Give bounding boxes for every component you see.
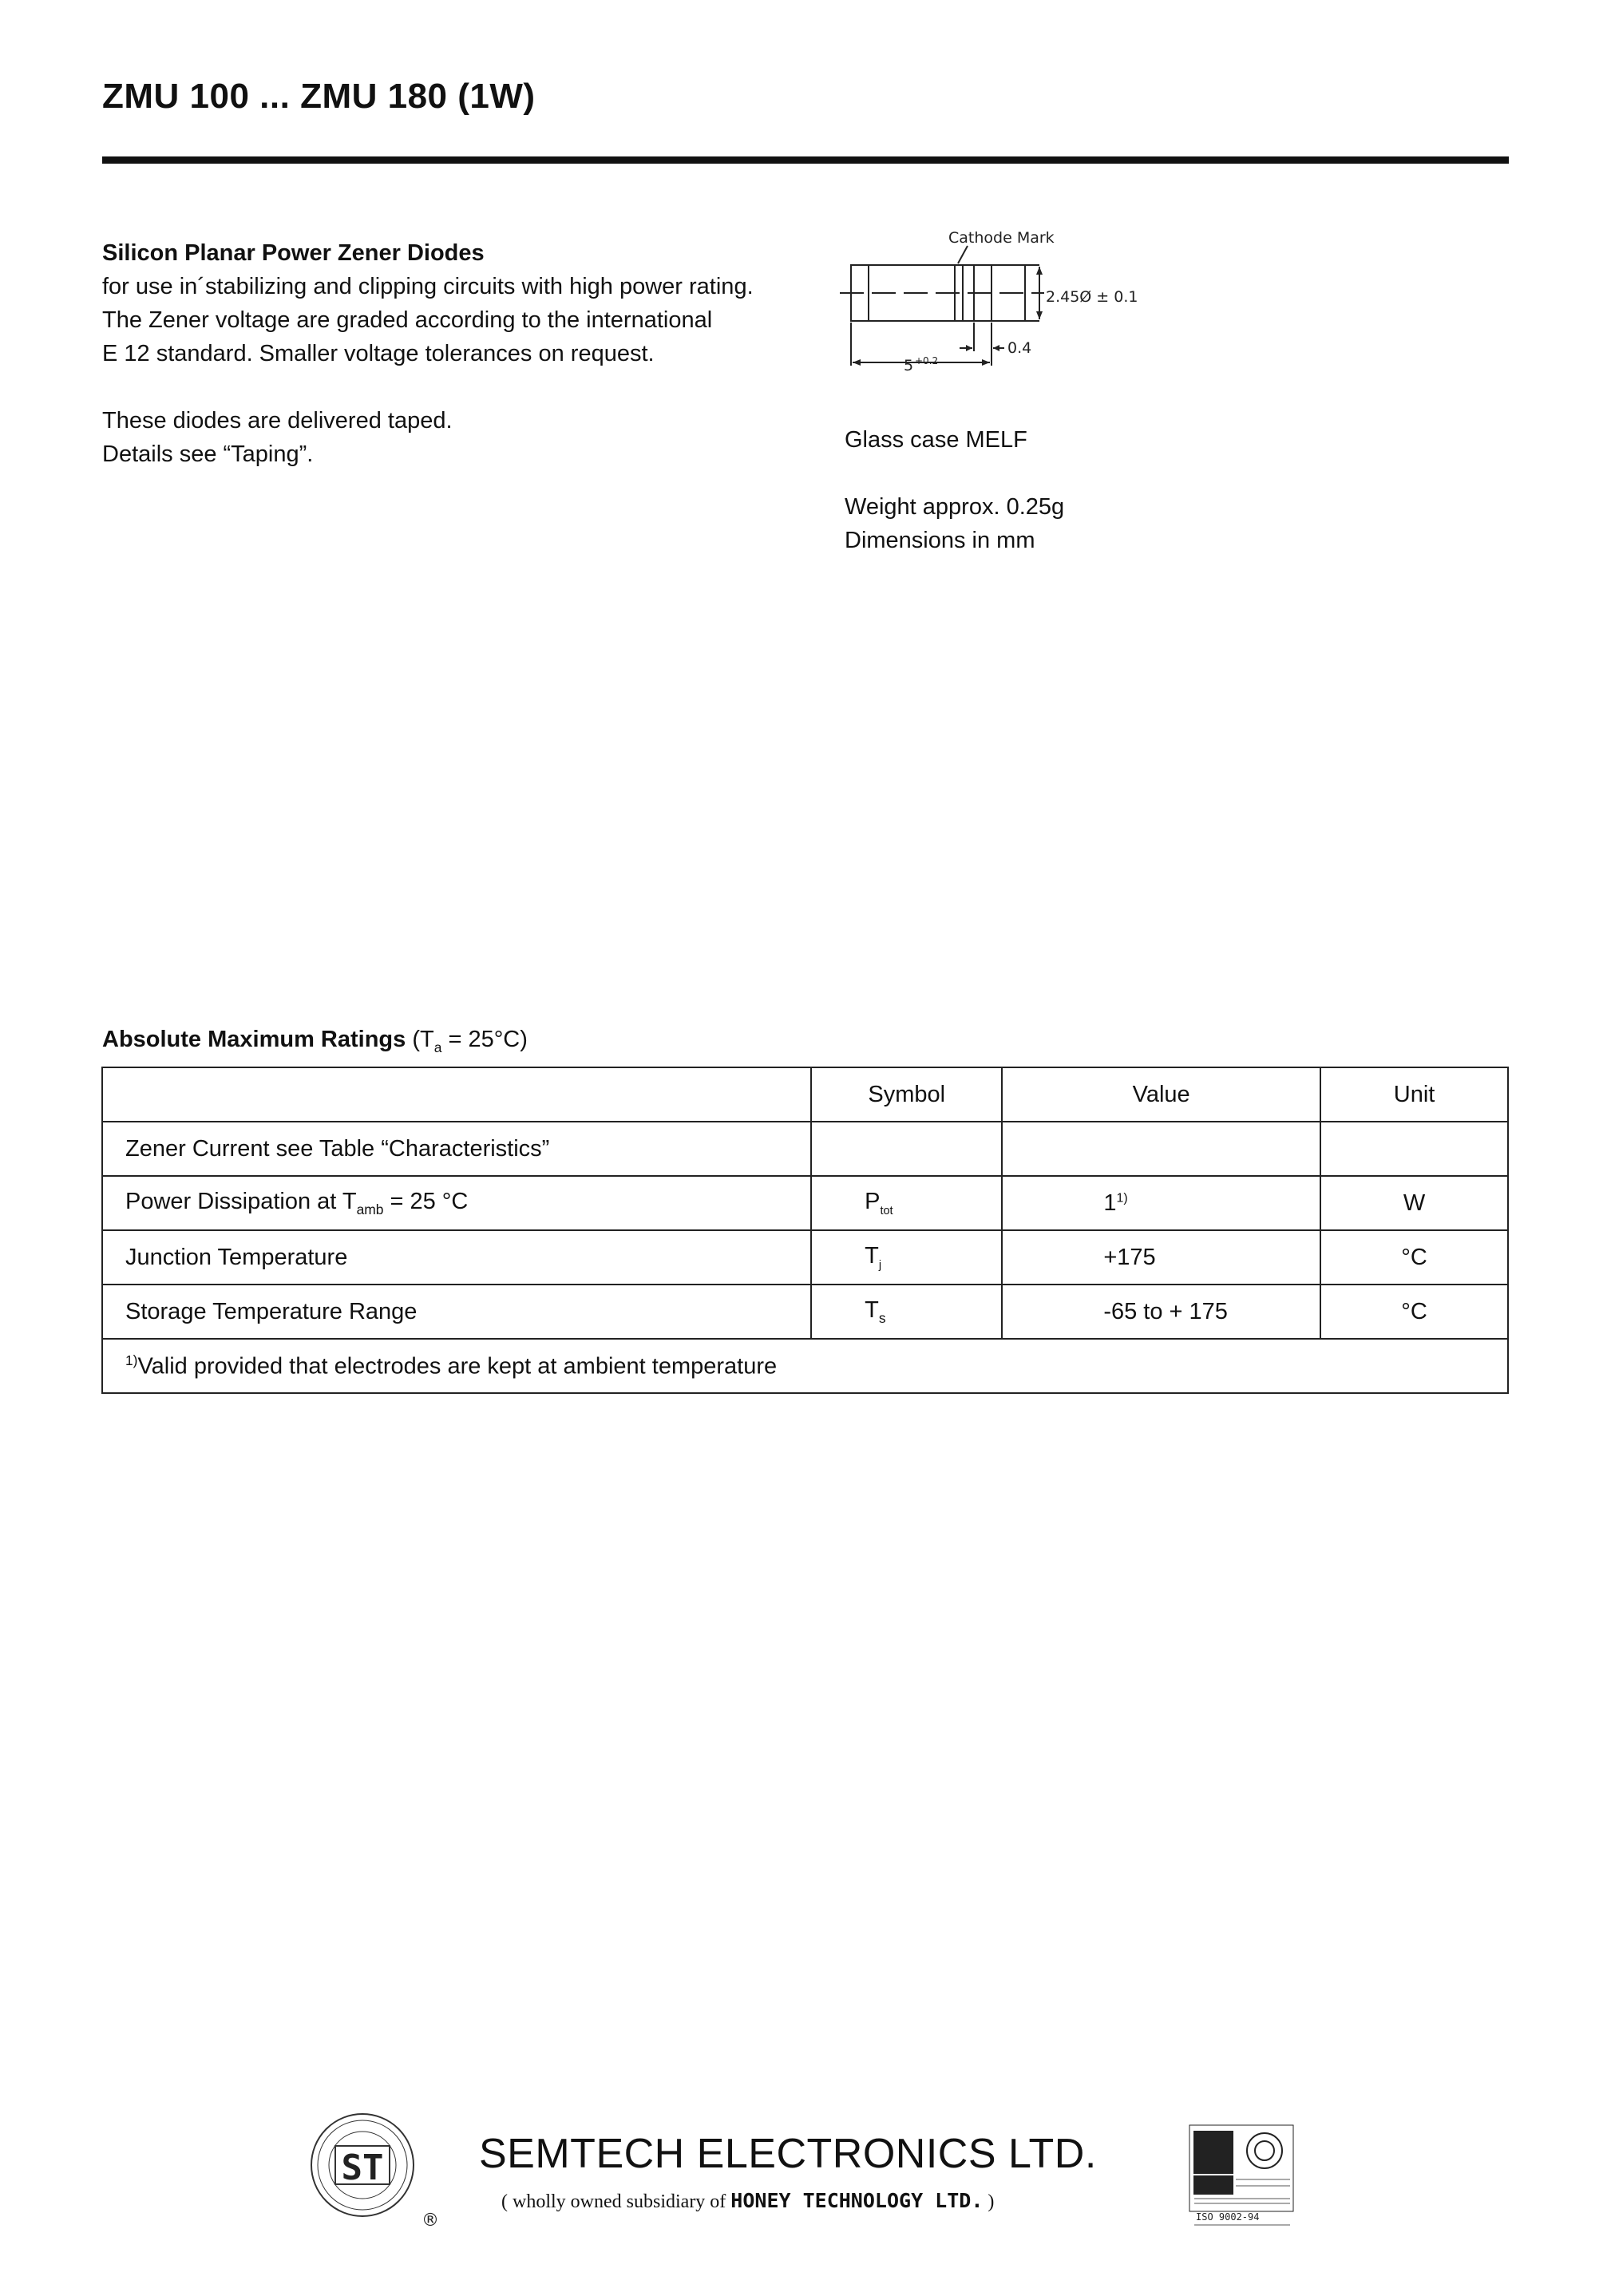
cathode-mark-leader [958, 246, 968, 263]
value-cell [1002, 1122, 1320, 1176]
ratings-table [101, 1067, 1509, 1394]
company-subline: ( wholly owned subsidiary of HONEY TECHNOLOGY LTD. ) [501, 2189, 995, 2212]
ratings-condition: $(T_a = 25^\circ C)$ [412, 1027, 528, 1055]
intro-line-3: E 12 standard. Smaller voltage tolerances on request. [102, 341, 655, 366]
ratings-heading-label: Absolute Maximum Ratings [102, 1027, 406, 1052]
title-rule [102, 156, 1509, 164]
table-header-row [102, 1067, 1508, 1122]
dimensions-text: Dimensions in mm [845, 528, 1035, 553]
page-title: ZMU 100 ... ZMU 180 (1W) [102, 77, 536, 116]
taped-line-2: Details see “Taping”. [102, 441, 314, 467]
value-cell: 1$^{1)}$ [1002, 1176, 1320, 1230]
length-tolerance-label: +0.2 [915, 355, 939, 366]
table-row [102, 1230, 1508, 1285]
unit-cell: W [1320, 1176, 1508, 1230]
header-value: Value [1002, 1067, 1320, 1122]
table-row [102, 1176, 1508, 1230]
intro-line-2: The Zener voltage are graded according to the international [102, 307, 713, 333]
symbol-cell [811, 1122, 1002, 1176]
ratings-heading [102, 1027, 528, 1056]
intro-line-1: for use in´stabilizing and clipping circuits with high power rating. [102, 274, 754, 299]
footnote-cell: $^{1)}$Valid provided that electrodes are kept at ambient temperature [102, 1339, 1508, 1393]
table-row [102, 1122, 1508, 1176]
unit-cell: °C [1320, 1285, 1508, 1339]
param-cell: Power Dissipation at $T_{amb} = 25$ °C [102, 1176, 811, 1230]
param-cell: Storage Temperature Range [102, 1285, 811, 1339]
header-symbol: Symbol [811, 1067, 1002, 1122]
weight-text: Weight approx. 0.25g [845, 494, 1065, 520]
table-row [102, 1285, 1508, 1339]
value-cell: -65 to + 175 [1002, 1285, 1320, 1339]
symbol-cell: $P_{tot}$ [811, 1176, 1002, 1230]
case-text: Glass case MELF [845, 427, 1027, 453]
semtech-logo [299, 2108, 442, 2235]
registered-mark: ® [422, 2211, 439, 2231]
header-unit: Unit [1320, 1067, 1508, 1122]
unit-cell [1320, 1122, 1508, 1176]
intro-text [102, 236, 821, 471]
length-label: 5 [904, 357, 914, 374]
table-note-row [102, 1339, 1508, 1393]
melf-package-diagram [830, 228, 1166, 388]
taped-line-1: These diodes are delivered taped. [102, 408, 453, 433]
diameter-label: 2.45Ø ± 0.1 [1046, 288, 1138, 306]
iso-number: ISO 9002-94 [1196, 2211, 1260, 2223]
param-cell: Zener Current see Table “Characteristics” [102, 1122, 811, 1176]
package-info [845, 423, 1064, 557]
param-cell: Junction Temperature [102, 1230, 811, 1285]
intro-heading: Silicon Planar Power Zener Diodes [102, 240, 485, 266]
header-param-cell [102, 1067, 811, 1122]
band-label: 0.4 [1007, 339, 1032, 357]
company-name: SEMTECH ELECTRONICS LTD. [479, 2131, 1097, 2177]
value-cell: +175 [1002, 1230, 1320, 1285]
logo-letters: ST [341, 2148, 384, 2188]
unit-cell: °C [1320, 1230, 1508, 1285]
iso-certification-logo [1188, 2124, 1300, 2227]
symbol-cell: $T_j$ [811, 1230, 1002, 1285]
symbol-cell: $T_s$ [811, 1285, 1002, 1339]
cathode-mark-label: Cathode Mark [948, 229, 1055, 247]
